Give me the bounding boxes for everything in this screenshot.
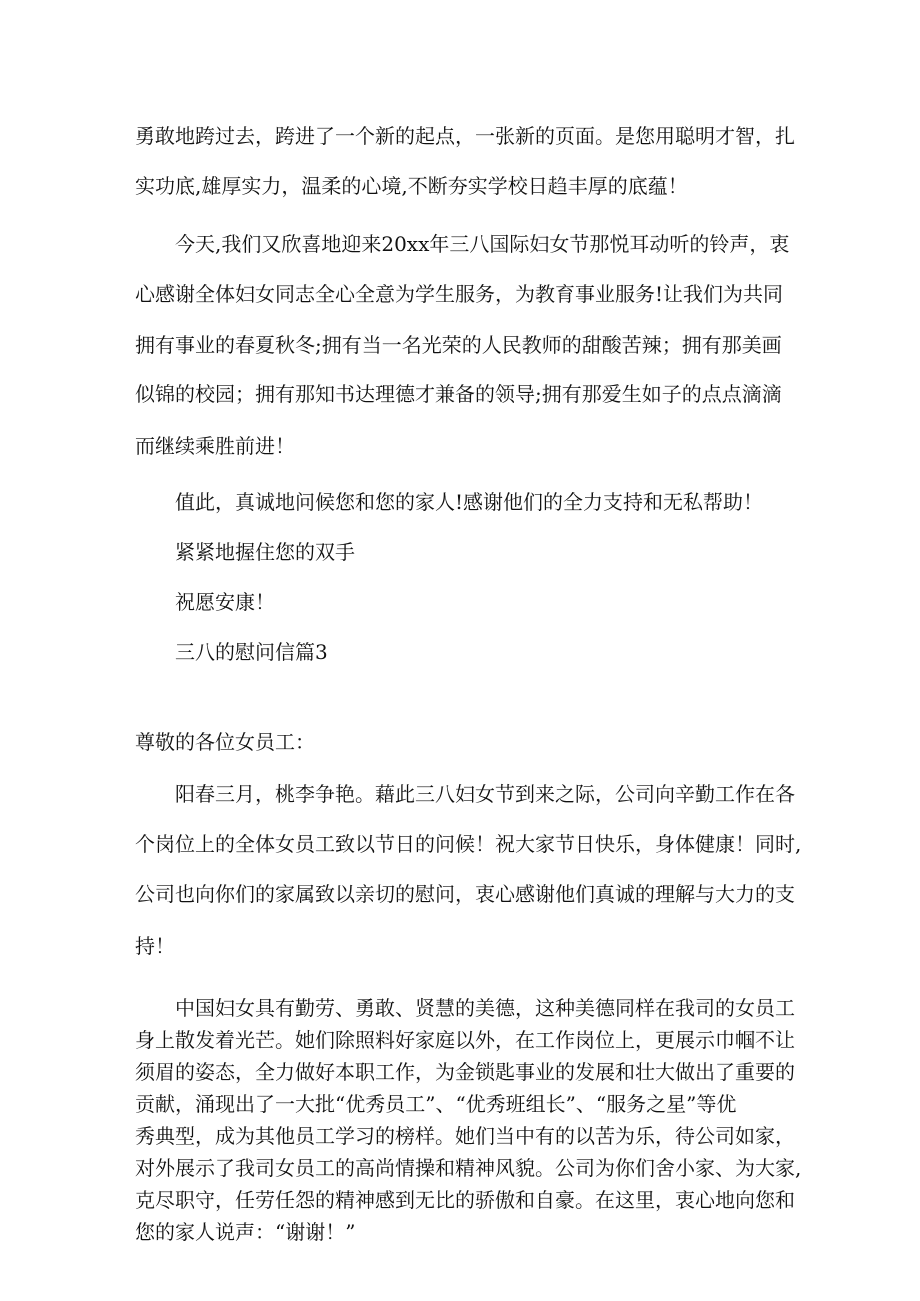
paragraph-line: 公司也向你们的家属致以亲切的慰问，衷心感谢他们真诚的理解与大力的支 [135,882,795,906]
paragraph-line: 勇敢地跨过去，跨进了一个新的起点，一张新的页面。是您用聪明才智，扎 [135,124,795,148]
paragraph-line: 对外展示了我司女员工的高尚情操和精神风貌。公司为你们舍小家、为大家, [135,1156,802,1180]
paragraph-line: 须眉的姿态，全力做好本职工作，为金锁匙事业的发展和壮大做出了重要的 [135,1060,795,1084]
paragraph-line: 克尽职守，任劳任怨的精神感到无比的骄傲和自豪。在这里，衷心地向您和 [135,1188,795,1212]
paragraph-line: 祝愿安康！ [175,590,275,614]
paragraph-line: 值此，真诚地问候您和您的家人!感谢他们的全力支持和无私帮助！ [175,490,764,514]
paragraph-line: 您的家人说声：“谢谢！” [135,1220,356,1244]
paragraph-line: 秀典型，成为其他员工学习的榜样。她们当中有的以苦为乐，待公司如家， [135,1124,795,1148]
salutation: 尊敬的各位女员工： [135,730,315,754]
section-heading: 三八的慰问信篇3 [175,640,328,664]
paragraph-line: 今天,我们又欣喜地迎来20xx年三八国际妇女节那悦耳动听的铃声，衷 [175,232,790,256]
paragraph-line: 实功底,雄厚实力，温柔的心境,不断夯实学校日趋丰厚的底蕴！ [135,174,688,198]
paragraph-line: 贡献，涌现出了一大批“优秀员工”、“优秀班组长”、“服务之星”等优 [135,1092,737,1116]
paragraph-line: 持！ [135,934,175,958]
paragraph-line: 中国妇女具有勤劳、勇敢、贤慧的美德，这种美德同样在我司的女员工 [175,996,795,1020]
paragraph-line: 心感谢全体妇女同志全心全意为学生服务，为教育事业服务!让我们为共同 [135,282,784,306]
paragraph-line: 阳春三月，桃李争艳。藉此三八妇女节到来之际，公司向辛勤工作在各 [175,782,795,806]
paragraph-line: 身上散发着光芒。她们除照料好家庭以外，在工作岗位上，更展示巾帼不让 [135,1028,795,1052]
paragraph-line: 而继续乘胜前进！ [135,434,295,458]
paragraph-line: 紧紧地握住您的双手 [175,540,355,564]
paragraph-line: 似锦的校园；拥有那知书达理德才兼备的领导;拥有那爱生如子的点点滴滴 [135,382,782,406]
paragraph-line: 拥有事业的春夏秋冬;拥有当一名光荣的人民教师的甜酸苦辣；拥有那美画 [135,333,782,357]
paragraph-line: 个岗位上的全体女员工致以节日的问候！祝大家节日快乐，身体健康！同时, [135,832,802,856]
